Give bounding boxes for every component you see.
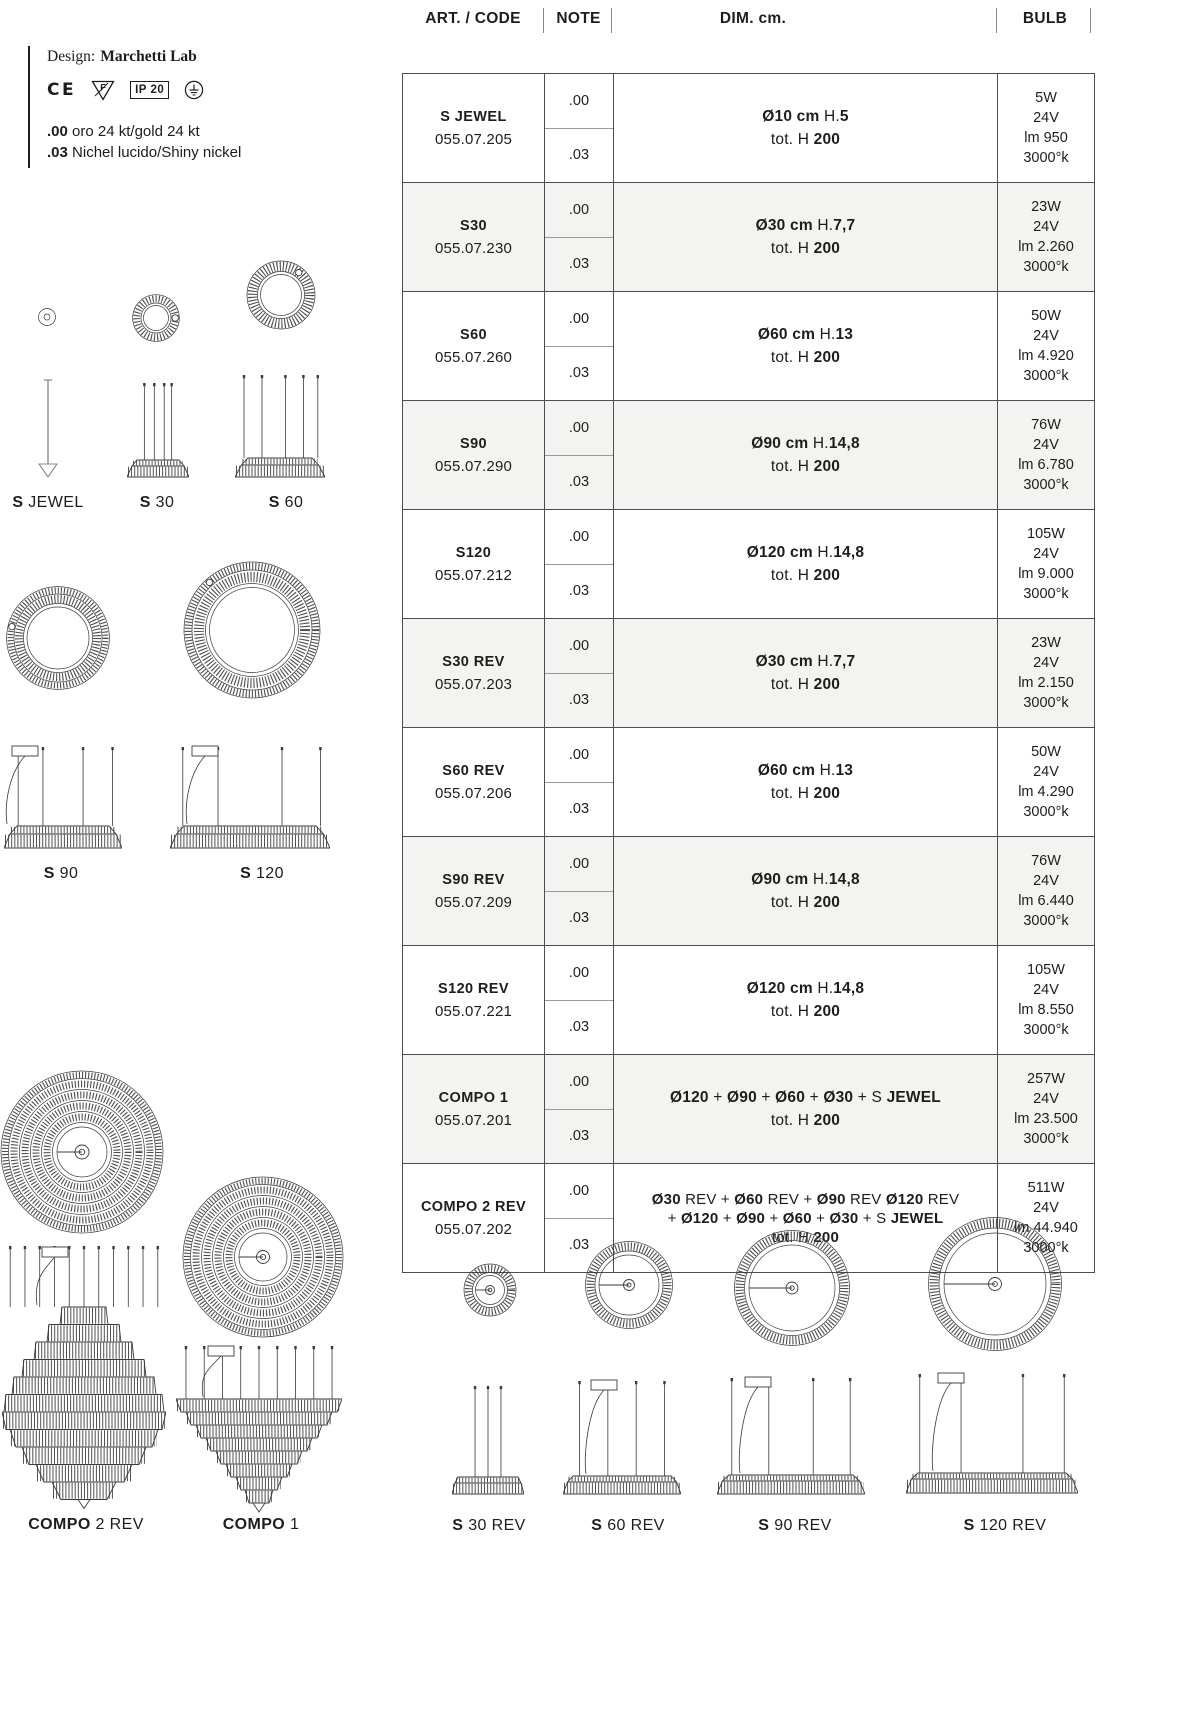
bulb-line: lm 950 [1024, 130, 1068, 146]
bulb-line: 511W [1027, 1180, 1065, 1196]
s30rev-figure-label: S 30 REV [452, 1517, 526, 1534]
bulb-line: lm 4.290 [1018, 784, 1074, 800]
header-note: NOTE [556, 10, 601, 27]
s-jewel-side-view-drawing [38, 378, 58, 485]
s120-side-view-drawing [170, 744, 330, 861]
s120-top-view-drawing [183, 561, 321, 704]
dim-line: Ø120 + Ø90 + Ø60 + Ø30 + S JEWEL [670, 1088, 941, 1106]
dim-cell [614, 183, 998, 291]
bulb-line: 3000°k [1023, 1022, 1069, 1038]
product-code: 055.07.206 [434, 784, 513, 802]
bulb-line: 3000°k [1023, 913, 1069, 929]
dim-line: Ø30 REV + Ø60 REV + Ø90 REV Ø120 REV [651, 1190, 960, 1208]
bulb-line: 76W [1031, 853, 1061, 869]
bulb-line: 50W [1031, 308, 1061, 324]
note-value: .00 [545, 401, 613, 456]
product-code: 055.07.209 [434, 893, 513, 911]
table-row [403, 291, 1094, 400]
note-value: .03 [568, 474, 590, 491]
table-row [403, 836, 1094, 945]
compo2rev-side-view-drawing [2, 1243, 166, 1518]
dim-cell [614, 1055, 998, 1163]
bulb-line: 105W [1027, 526, 1065, 542]
bulb-line: 257W [1027, 1071, 1065, 1087]
dim-line: Ø10 cm H.5 [762, 107, 849, 125]
ip-rating-badge: IP 20 [130, 81, 169, 99]
spec-table-rows [403, 74, 1094, 1272]
bulb-line: 3000°k [1023, 150, 1069, 166]
note-value: .00 [545, 183, 613, 238]
note-value: .03 [568, 147, 590, 164]
note-cell [545, 292, 614, 400]
bulb-line: 3000°k [1023, 695, 1069, 711]
designer-credit [47, 48, 338, 66]
dim-line: tot. H 200 [770, 675, 841, 693]
s120-figure-label: S 120 [240, 865, 284, 882]
bulb-line: 24V [1033, 655, 1059, 671]
art-code-cell [403, 292, 545, 400]
bulb-line: 3000°k [1023, 477, 1069, 493]
bulb-line: 24V [1033, 546, 1059, 562]
bulb-line: 24V [1033, 1091, 1059, 1107]
svg-text:F: F [100, 82, 106, 92]
dim-cell [614, 74, 998, 182]
dim-line: + Ø120 + Ø90 + Ø60 + Ø30 + S JEWEL [667, 1209, 944, 1227]
s90rev-figure-label: S 90 REV [758, 1517, 832, 1534]
note-value: .00 [545, 837, 613, 892]
product-name: S120 REV [438, 980, 509, 997]
note-value: .03 [568, 910, 590, 927]
product-name: COMPO 1 [438, 1089, 509, 1106]
dim-cell [614, 510, 998, 618]
dim-cell [614, 946, 998, 1054]
s90-side-view-drawing [4, 744, 122, 861]
product-code: 055.07.212 [434, 566, 513, 584]
note-value: .00 [545, 946, 613, 1001]
bulb-cell [998, 401, 1094, 509]
bulb-line: 3000°k [1023, 259, 1069, 275]
note-value: .03 [568, 256, 590, 273]
bulb-line: lm 8.550 [1018, 1002, 1074, 1018]
s60rev-side-view-drawing [563, 1378, 681, 1507]
bulb-line: lm 4.920 [1018, 348, 1074, 364]
s30-figure-label: S 30 [139, 494, 175, 511]
note-value: .03 [568, 692, 590, 709]
product-name: S60 REV [442, 762, 505, 779]
bulb-line: 105W [1027, 962, 1065, 978]
art-code-cell [403, 728, 545, 836]
art-code-cell [403, 401, 545, 509]
design-info-block [28, 46, 338, 168]
product-code: 055.07.203 [434, 675, 513, 693]
table-row [403, 509, 1094, 618]
note-cell [545, 74, 614, 182]
compo2rev-figure-label: COMPO 2 REV [28, 1516, 144, 1533]
art-code-cell [403, 74, 545, 182]
dim-cell [614, 401, 998, 509]
dim-line: tot. H 200 [770, 239, 841, 257]
header-dim: DIM. cm. [719, 10, 787, 27]
dim-line: Ø30 cm H.7,7 [755, 216, 856, 234]
note-value: .03 [568, 365, 590, 382]
note-cell [545, 183, 614, 291]
bulb-line: lm 6.780 [1018, 457, 1074, 473]
product-name: S90 REV [442, 871, 505, 888]
note-value: .03 [568, 1128, 590, 1145]
s90-top-view-drawing [6, 586, 110, 695]
product-code: 055.07.201 [434, 1111, 513, 1129]
table-row [403, 400, 1094, 509]
product-name: S30 [460, 217, 487, 234]
note-cell [545, 401, 614, 509]
table-row [403, 945, 1094, 1054]
bulb-line: lm 44.940 [1014, 1220, 1078, 1236]
bulb-cell [998, 837, 1094, 945]
note-cell [545, 837, 614, 945]
note-cell [545, 728, 614, 836]
note-value: .00 [545, 510, 613, 565]
bulb-line: lm 2.260 [1018, 239, 1074, 255]
dim-cell [614, 1164, 998, 1272]
ce-mark-icon: CE [47, 80, 77, 100]
note-cell [545, 946, 614, 1054]
s120rev-side-view-drawing [906, 1371, 1078, 1508]
dim-line: Ø90 cm H.14,8 [751, 434, 860, 452]
product-name: S90 [460, 435, 487, 452]
bulb-line: 24V [1033, 219, 1059, 235]
bulb-cell [998, 1164, 1094, 1272]
bulb-cell [998, 728, 1094, 836]
note-value: .00 [545, 619, 613, 674]
note-value: .03 [568, 583, 590, 600]
s30-top-view-drawing [132, 294, 180, 347]
product-name: S60 [460, 326, 487, 343]
bulb-line: 24V [1033, 764, 1059, 780]
dim-line: tot. H 200 [770, 457, 841, 475]
s60-side-view-drawing [235, 372, 325, 487]
bulb-line: 3000°k [1023, 586, 1069, 602]
s120rev-figure-label: S 120 REV [963, 1517, 1047, 1534]
product-name: S JEWEL [440, 108, 507, 125]
dim-line: tot. H 200 [770, 566, 841, 584]
dim-cell [614, 728, 998, 836]
bulb-cell [998, 292, 1094, 400]
dim-line: Ø120 cm H.14,8 [746, 979, 865, 997]
table-row [403, 182, 1094, 291]
dim-line: tot. H 200 [770, 1002, 841, 1020]
s30rev-side-view-drawing [452, 1383, 524, 1506]
product-name: COMPO 2 REV [420, 1198, 527, 1215]
compo2rev-top-view-drawing [0, 1070, 164, 1239]
s60-figure-label: S 60 [268, 494, 304, 511]
note-value: .00 [545, 292, 613, 347]
note-value: .00 [545, 728, 613, 783]
s60rev-figure-label: S 60 REV [591, 1517, 665, 1534]
bulb-line: 24V [1033, 982, 1059, 998]
note-value: .00 [545, 1055, 613, 1110]
dim-line: Ø60 cm H.13 [757, 761, 854, 779]
bulb-line: lm 6.440 [1018, 893, 1074, 909]
bulb-line: 76W [1031, 417, 1061, 433]
earth-class-icon [184, 80, 204, 100]
s-jewel-figure-label: S JEWEL [12, 494, 84, 511]
art-code-cell [403, 619, 545, 727]
s-jewel-top-view-drawing [36, 306, 58, 333]
compo1-figure-label: COMPO 1 [222, 1516, 300, 1533]
bulb-cell [998, 619, 1094, 727]
bulb-line: lm 23.500 [1014, 1111, 1078, 1127]
header-art-code: ART. / CODE [425, 10, 521, 27]
design-label: Design: [47, 48, 96, 65]
dim-line: tot. H 200 [770, 1111, 841, 1129]
bulb-line: 3000°k [1023, 1240, 1069, 1256]
note-value: .00 [545, 1164, 613, 1219]
dim-line: Ø60 cm H.13 [757, 325, 854, 343]
bulb-line: 50W [1031, 744, 1061, 760]
art-code-cell [403, 510, 545, 618]
dim-line: tot. H 200 [770, 784, 841, 802]
bulb-line: lm 2.150 [1018, 675, 1074, 691]
bulb-line: 5W [1035, 90, 1057, 106]
dim-cell [614, 619, 998, 727]
dim-line: Ø120 cm H.14,8 [746, 543, 865, 561]
bulb-line: 24V [1033, 1200, 1059, 1216]
dim-line: tot. H 200 [770, 130, 841, 148]
product-code: 055.07.202 [434, 1220, 513, 1238]
note-cell [545, 1055, 614, 1163]
note-cell [545, 510, 614, 618]
dim-line: tot. H 200 [771, 1228, 840, 1246]
note-value: .03 [568, 1237, 590, 1254]
note-value: .03 [568, 801, 590, 818]
bulb-cell [998, 183, 1094, 291]
product-code: 055.07.290 [434, 457, 513, 475]
bulb-cell [998, 1055, 1094, 1163]
note-value: .03 [568, 1019, 590, 1036]
art-code-cell [403, 946, 545, 1054]
header-divider [611, 8, 612, 33]
product-name: S120 [455, 544, 492, 561]
note-cell [545, 619, 614, 727]
bulb-line: 23W [1031, 635, 1061, 651]
header-divider [543, 8, 544, 33]
art-code-cell [403, 837, 545, 945]
spec-table [402, 73, 1095, 1273]
product-code: 055.07.221 [434, 1002, 513, 1020]
product-name: S30 REV [442, 653, 505, 670]
dim-line: tot. H 200 [770, 893, 841, 911]
bulb-line: 24V [1033, 873, 1059, 889]
header-divider [996, 8, 997, 33]
bulb-line: 24V [1033, 437, 1059, 453]
product-code: 055.07.230 [434, 239, 513, 257]
certification-icons-row [47, 79, 338, 101]
bulb-cell [998, 510, 1094, 618]
table-row [403, 74, 1094, 182]
dim-line: Ø30 cm H.7,7 [755, 652, 856, 670]
bulb-cell [998, 74, 1094, 182]
flammable-surface-icon [91, 80, 115, 101]
s60-top-view-drawing [246, 260, 316, 335]
dim-line: Ø90 cm H.14,8 [751, 870, 860, 888]
header-bulb: BULB [1022, 10, 1068, 27]
bulb-line: 3000°k [1023, 368, 1069, 384]
table-row [403, 727, 1094, 836]
art-code-cell [403, 1164, 545, 1272]
product-code: 055.07.205 [434, 130, 513, 148]
bulb-line: 3000°k [1023, 1131, 1069, 1147]
note-cell [545, 1164, 614, 1272]
compo1-side-view-drawing [176, 1343, 342, 1520]
designer-name: Marchetti Lab [100, 48, 197, 65]
compo1-top-view-drawing [182, 1176, 344, 1343]
finish-options [47, 121, 338, 163]
table-row [403, 618, 1094, 727]
bulb-line: 24V [1033, 110, 1059, 126]
note-value: .00 [545, 74, 613, 129]
table-row [403, 1054, 1094, 1163]
dim-cell [614, 837, 998, 945]
bulb-line: lm 9.000 [1018, 566, 1074, 582]
table-row [403, 1163, 1094, 1272]
dim-cell [614, 292, 998, 400]
s90-figure-label: S 90 [43, 865, 79, 882]
s30-side-view-drawing [127, 380, 189, 487]
product-code: 055.07.260 [434, 348, 513, 366]
art-code-cell [403, 183, 545, 291]
dim-line: tot. H 200 [770, 348, 841, 366]
bulb-line: 23W [1031, 199, 1061, 215]
bulb-line: 3000°k [1023, 804, 1069, 820]
finish-option-00: .00 oro 24 kt/gold 24 kt [47, 123, 200, 140]
header-divider [1090, 8, 1091, 33]
finish-option-03: .03 Nichel lucido/Shiny nickel [47, 144, 242, 161]
bulb-cell [998, 946, 1094, 1054]
bulb-line: 24V [1033, 328, 1059, 344]
s90rev-side-view-drawing [717, 1375, 865, 1508]
art-code-cell [403, 1055, 545, 1163]
